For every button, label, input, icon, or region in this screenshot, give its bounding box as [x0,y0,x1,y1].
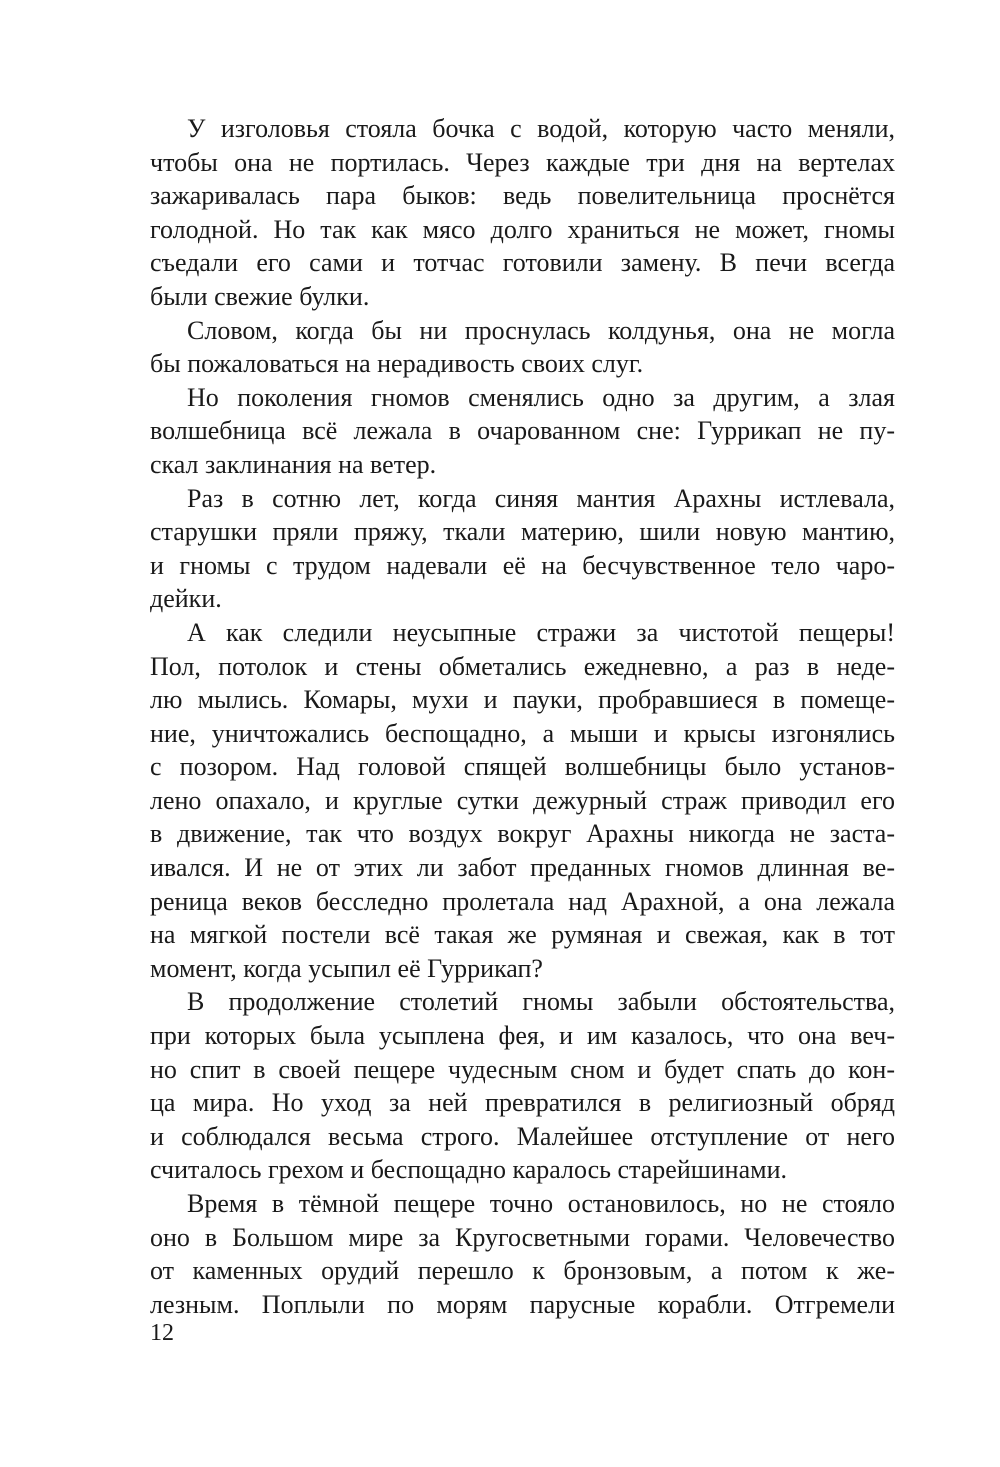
text-line: В продолжение столетий гномы забыли обстоятельства, [187,987,895,1017]
text-line: при которых была усыплена фея, и им казалось, что она веч- [150,1021,895,1051]
text-line: реница веков бесследно пролетала над Арахной, а она лежала [150,886,895,916]
text-line: момент, когда усыпил её Гуррикап? [150,953,543,983]
text-line: но спит в своей пещере чудесным сном и будет спать до кон- [150,1054,895,1084]
body-text [150,112,895,1321]
text-line: Словом, когда бы ни проснулась колдунья, она не могла [187,315,895,345]
text-line: ние, уничтожались беспощадно, а мыши и крысы изгонялись [150,718,895,748]
text-line: лю мылись. Комары, мухи и пауки, пробравшиеся в помеще- [150,685,895,715]
text-line: считалось грехом и беспощадно каралось старейшинами. [150,1155,787,1185]
text-line: У изголовья стояла бочка с водой, которую часто меняли, [187,114,895,143]
text-line: съедали его сами и тотчас готовили замену. В печи всегда [150,248,895,278]
paragraph [150,482,895,616]
paragraph [150,616,895,986]
text-line: старушки пряли пряжу, ткали материю, шили новую мантию, [150,517,895,547]
text-line: А как следили неусыпные стражи за чистотой пещеры! [187,617,895,647]
text-line: волшебница всё лежала в очарованном сне: Гуррикап не пу- [150,416,895,446]
text-line: были свежие булки. [150,281,370,311]
paragraph [150,985,895,1187]
paragraph [150,314,895,381]
text-line: Пол, потолок и стены обметались ежедневно, а раз в неде- [150,651,895,681]
text-line: ца мира. Но уход за ней превратился в религиозный обряд [150,1088,895,1118]
text-line: Время в тёмной пещере точно остановилось, но не стояло [187,1189,895,1218]
text-line: дейки. [150,584,222,614]
text-line: от каменных орудий перешло к бронзовым, а потом к же- [150,1256,895,1286]
text-line: голодной. Но так как мясо долго храниться не может, гномы [150,214,895,244]
text-line: лезным. Поплыли по морям парусные корабли. Отгремели [150,1289,895,1319]
page-number: 12 [150,1320,174,1346]
text-line: ивался. И не от этих ли забот преданных гномов длинная ве- [150,853,895,883]
text-line: зажаривалась пара быков: ведь повелительница проснётся [150,181,895,211]
text-line: лено опахало, и круглые сутки дежурный страж приводил его [150,785,895,815]
text-line: бы пожаловаться на нерадивость своих слуг. [150,349,644,379]
text-line: Раз в сотню лет, когда синяя мантия Арахны истлевала, [187,483,895,513]
text-line: и гномы с трудом надевали её на бесчувственное тело чаро- [150,550,895,580]
paragraph [150,112,895,314]
text-line: Но поколения гномов сменялись одно за другим, а злая [187,382,895,412]
text-line: и соблюдался весьма строго. Малейшее отступление от него [150,1121,895,1151]
text-line: в движение, так что воздух вокруг Арахны никогда не заста- [150,819,895,849]
paragraph [150,1187,895,1321]
paragraph [150,381,895,482]
text-line: на мягкой постели всё такая же румяная и свежая, как в тот [150,920,895,950]
text-line: скал заклинания на ветер. [150,449,437,479]
text-line: с позором. Над головой спящей волшебницы было установ- [150,752,895,782]
text-line: чтобы она не портилась. Через каждые три дня на вертелах [150,147,895,177]
text-line: оно в Большом мире за Кругосветными горами. Человечество [150,1222,895,1252]
